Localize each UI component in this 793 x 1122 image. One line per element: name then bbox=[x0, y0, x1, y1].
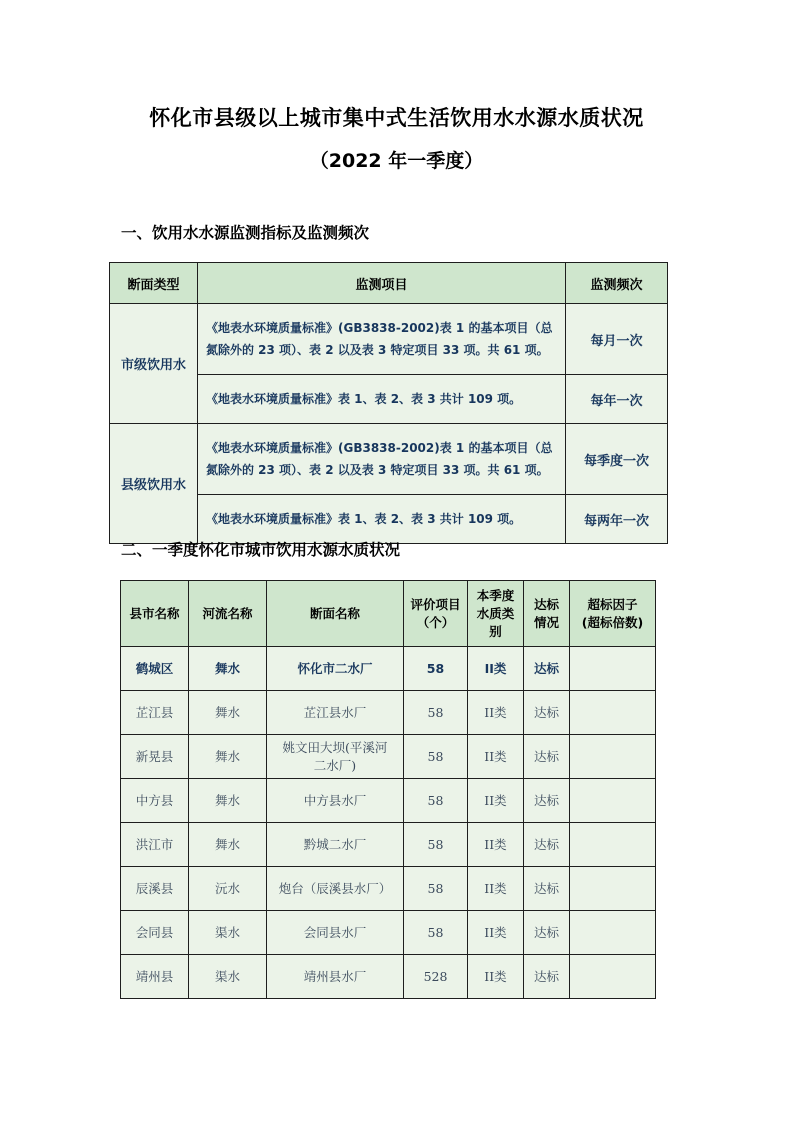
header-exceed-factor-line2: (超标倍数) bbox=[581, 614, 644, 630]
section1-heading: 一、饮用水水源监测指标及监测频次 bbox=[121, 224, 370, 242]
header-eval-items-line2: （个） bbox=[416, 614, 455, 630]
water-quality-table-header bbox=[121, 581, 656, 647]
exceed-factor-cell bbox=[570, 647, 656, 691]
monitoring-item-cell: 《地表水环境质量标准》表 1、表 2、表 3 共计 109 项。 bbox=[198, 495, 566, 544]
header-compliance-line1: 达标 bbox=[533, 596, 559, 612]
compliance-cell: 达标 bbox=[524, 735, 570, 779]
eval-items-cell: 528 bbox=[404, 955, 468, 999]
compliance-cell: 达标 bbox=[524, 823, 570, 867]
eval-items-cell: 58 bbox=[404, 911, 468, 955]
header-quality-class-line1: 本季度 bbox=[476, 587, 515, 603]
eval-items-cell: 58 bbox=[404, 823, 468, 867]
compliance-cell: 达标 bbox=[524, 691, 570, 735]
quality-class-cell: II类 bbox=[468, 911, 524, 955]
exceed-factor-cell bbox=[570, 735, 656, 779]
header-exceed-factor-line1: 超标因子 bbox=[587, 596, 638, 612]
compliance-cell: 达标 bbox=[524, 779, 570, 823]
compliance-cell: 达标 bbox=[524, 867, 570, 911]
section-type-cell: 县级饮用水 bbox=[110, 424, 198, 544]
compliance-cell: 达标 bbox=[524, 647, 570, 691]
compliance-cell: 达标 bbox=[524, 955, 570, 999]
quality-class-cell: II类 bbox=[468, 823, 524, 867]
section-name-line1: 黔城二水厂 bbox=[303, 836, 367, 852]
section-name-line1: 姚文田大坝(平溪河 bbox=[282, 739, 388, 755]
header-compliance-line2: 情况 bbox=[533, 614, 559, 630]
header-county: 县市名称 bbox=[121, 581, 189, 647]
section-name-line1: 会同县水厂 bbox=[303, 924, 367, 940]
header-river: 河流名称 bbox=[189, 581, 267, 647]
eval-items-cell: 58 bbox=[404, 779, 468, 823]
exceed-factor-cell bbox=[570, 911, 656, 955]
quality-class-cell: II类 bbox=[468, 779, 524, 823]
river-cell: 沅水 bbox=[189, 867, 267, 911]
section-name-cell bbox=[267, 735, 404, 779]
section-name-cell bbox=[267, 955, 404, 999]
river-cell: 舞水 bbox=[189, 779, 267, 823]
monitoring-table bbox=[109, 262, 668, 544]
county-cell: 鹤城区 bbox=[121, 647, 189, 691]
county-cell: 会同县 bbox=[121, 911, 189, 955]
exceed-factor-cell bbox=[570, 779, 656, 823]
table-row bbox=[110, 304, 668, 375]
river-cell: 舞水 bbox=[189, 823, 267, 867]
monitoring-item-cell: 《地表水环境质量标准》(GB3838-2002)表 1 的基本项目（总氮除外的 23 项）、表 2 以及表 3 特定项目 33 项。共 61 项。 bbox=[198, 424, 566, 495]
frequency-cell: 每两年一次 bbox=[566, 495, 668, 544]
river-cell: 渠水 bbox=[189, 955, 267, 999]
section-name-line1: 芷江县水厂 bbox=[303, 704, 367, 720]
table-row bbox=[121, 955, 656, 999]
exceed-factor-cell bbox=[570, 691, 656, 735]
header-frequency: 监测频次 bbox=[566, 263, 668, 304]
section-name-cell bbox=[267, 647, 404, 691]
table-row bbox=[110, 424, 668, 495]
header-section-name: 断面名称 bbox=[267, 581, 404, 647]
exceed-factor-cell bbox=[570, 955, 656, 999]
header-monitoring-items: 监测项目 bbox=[198, 263, 566, 304]
section-name-line2: 二水厂) bbox=[313, 757, 357, 773]
quality-class-cell: II类 bbox=[468, 691, 524, 735]
quality-class-cell: II类 bbox=[468, 735, 524, 779]
monitoring-item-cell: 《地表水环境质量标准》(GB3838-2002)表 1 的基本项目（总氮除外的 23 项）、表 2 以及表 3 特定项目 33 项。共 61 项。 bbox=[198, 304, 566, 375]
frequency-cell: 每月一次 bbox=[566, 304, 668, 375]
county-cell: 中方县 bbox=[121, 779, 189, 823]
eval-items-cell: 58 bbox=[404, 691, 468, 735]
table-row bbox=[121, 647, 656, 691]
header-eval-items bbox=[404, 581, 468, 647]
river-cell: 舞水 bbox=[189, 691, 267, 735]
header-eval-items-line1: 评价项目 bbox=[410, 596, 461, 612]
river-cell: 舞水 bbox=[189, 735, 267, 779]
section-name-cell bbox=[267, 691, 404, 735]
section-name-line1: 怀化市二水厂 bbox=[297, 660, 373, 676]
table-row bbox=[121, 823, 656, 867]
section-name-line1: 靖州县水厂 bbox=[303, 968, 367, 984]
quality-class-cell: II类 bbox=[468, 647, 524, 691]
section-name-line1: 中方县水厂 bbox=[303, 792, 367, 808]
water-quality-table bbox=[120, 580, 656, 999]
river-cell: 舞水 bbox=[189, 647, 267, 691]
exceed-factor-cell bbox=[570, 867, 656, 911]
river-cell: 渠水 bbox=[189, 911, 267, 955]
section-name-cell bbox=[267, 823, 404, 867]
county-cell: 芷江县 bbox=[121, 691, 189, 735]
county-cell: 辰溪县 bbox=[121, 867, 189, 911]
table-row bbox=[121, 691, 656, 735]
page-subtitle: （2022 年一季度） bbox=[309, 150, 484, 172]
page-title: 怀化市县级以上城市集中式生活饮用水水源水质状况 bbox=[149, 106, 644, 130]
header-section-type: 断面类型 bbox=[110, 263, 198, 304]
section-name-cell bbox=[267, 867, 404, 911]
section2-heading: 二、一季度怀化市城市饮用水源水质状况 bbox=[121, 541, 401, 559]
eval-items-cell: 58 bbox=[404, 867, 468, 911]
section-name-cell bbox=[267, 779, 404, 823]
header-compliance bbox=[524, 581, 570, 647]
header-quality-class bbox=[468, 581, 524, 647]
table-row bbox=[121, 867, 656, 911]
exceed-factor-cell bbox=[570, 823, 656, 867]
frequency-cell: 每年一次 bbox=[566, 375, 668, 424]
quality-class-cell: II类 bbox=[468, 867, 524, 911]
county-cell: 新晃县 bbox=[121, 735, 189, 779]
compliance-cell: 达标 bbox=[524, 911, 570, 955]
table-row bbox=[121, 779, 656, 823]
monitoring-table-header bbox=[110, 263, 668, 304]
table-row bbox=[121, 735, 656, 779]
header-quality-class-line2: 水质类 bbox=[476, 605, 515, 621]
county-cell: 靖州县 bbox=[121, 955, 189, 999]
header-exceed-factor bbox=[570, 581, 656, 647]
section-name-line1: 炮台（辰溪县水厂） bbox=[278, 880, 392, 896]
county-cell: 洪江市 bbox=[121, 823, 189, 867]
frequency-cell: 每季度一次 bbox=[566, 424, 668, 495]
eval-items-cell: 58 bbox=[404, 735, 468, 779]
quality-class-cell: II类 bbox=[468, 955, 524, 999]
section-type-cell: 市级饮用水 bbox=[110, 304, 198, 424]
header-quality-class-line3: 别 bbox=[489, 623, 502, 639]
monitoring-item-cell: 《地表水环境质量标准》表 1、表 2、表 3 共计 109 项。 bbox=[198, 375, 566, 424]
section-name-cell bbox=[267, 911, 404, 955]
eval-items-cell: 58 bbox=[404, 647, 468, 691]
table-row bbox=[121, 911, 656, 955]
